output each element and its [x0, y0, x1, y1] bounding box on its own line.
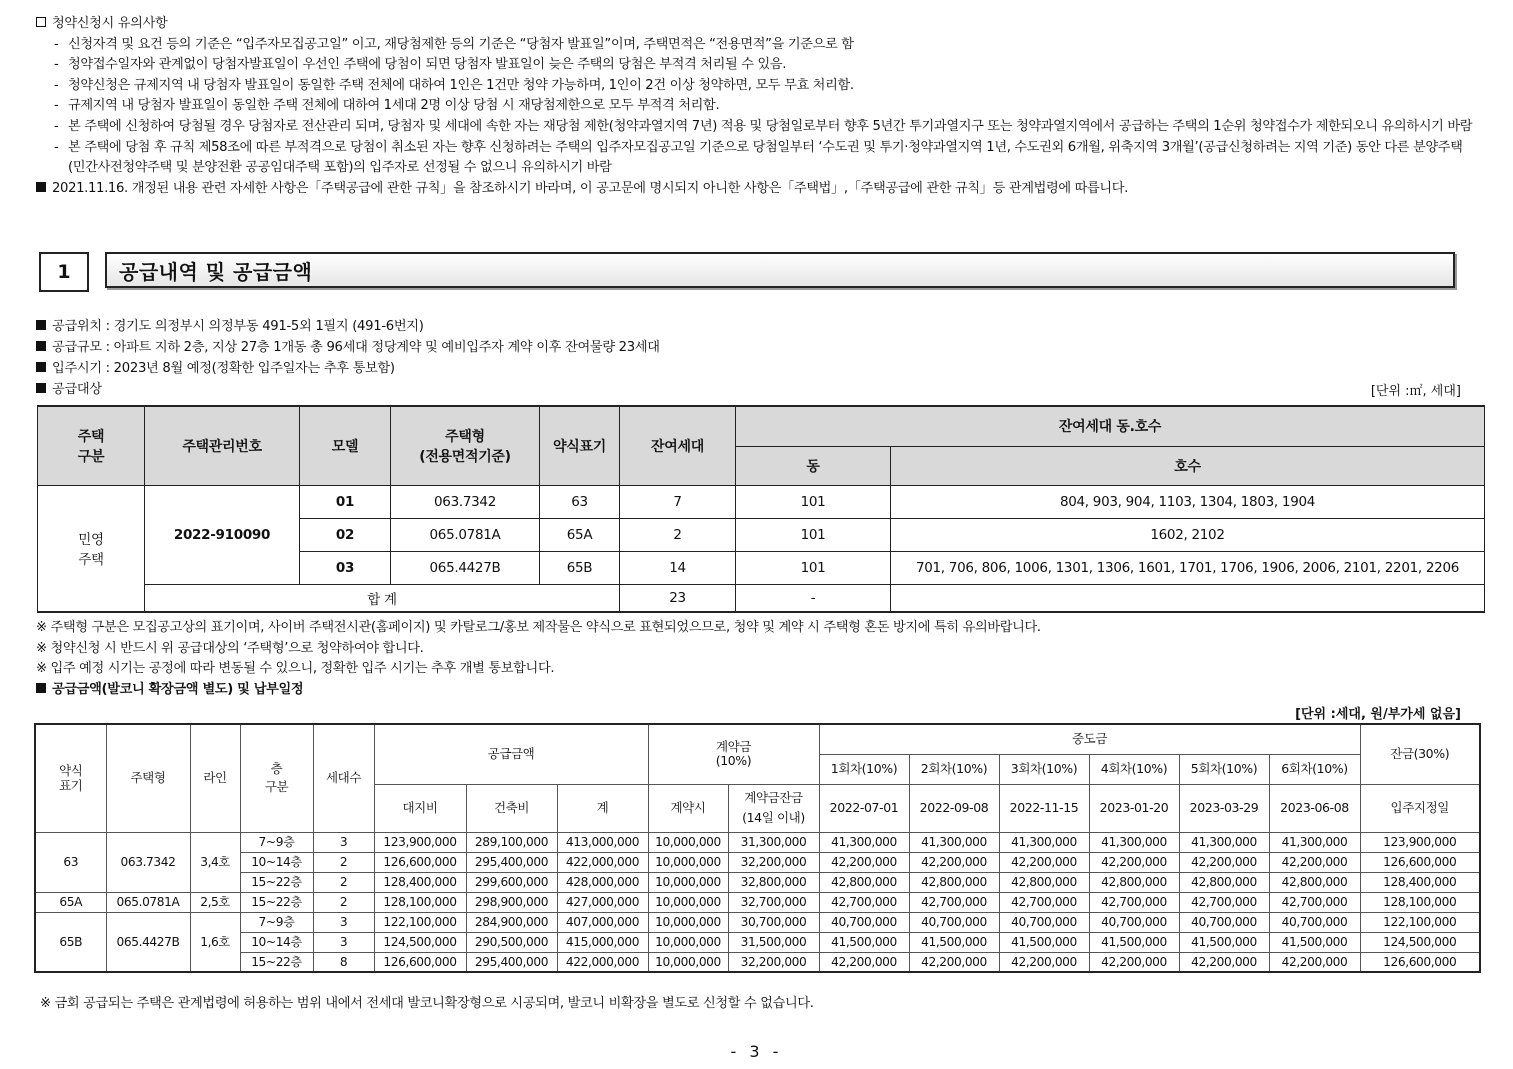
col-remaining: 잔여세대	[620, 406, 736, 485]
cell-middle-payment: 42,200,000	[999, 852, 1089, 872]
cell-middle-payment: 42,700,000	[819, 892, 909, 912]
notice-item: - 청약신청은 규제지역 내 당첨자 발표일이 동일한 주택 전체에 대하여 1인은 1건만 청약 가능하며, 1인이 2건 이상 청약하면, 모두 무효 처리함.	[54, 76, 1476, 97]
cell-sum: 428,000,000	[557, 872, 648, 892]
cell-middle-payment: 42,800,000	[1089, 872, 1179, 892]
col-middle-round: 4회차(10%)	[1089, 754, 1179, 784]
cell-units: 3	[313, 912, 374, 932]
cell-middle-payment: 42,200,000	[1269, 952, 1360, 972]
cell-building: 298,900,000	[466, 892, 557, 912]
section-header	[39, 252, 1459, 292]
col-ho: 호수	[891, 446, 1485, 485]
cell-deposit: 10,000,000	[648, 832, 728, 852]
cell-land: 126,600,000	[374, 852, 466, 872]
cell-line: 3,4호	[190, 832, 240, 892]
col-supply: 공급금액	[374, 724, 648, 784]
notice-item-text: 본 주택에 신청하여 당첨될 경우 당첨자로 전산관리 되며, 당첨자 및 세대에 속한 자는 재당첨 제한(청약과열지역 7년) 적용 및 당첨일로부터 향후 5년간 투기과열지구 또는 청약과열지역에서 공급하는 주택의 1순위 청약접수가 제한되오니 유의하시기 바람	[68, 118, 1473, 134]
cell-middle-payment: 42,700,000	[1179, 892, 1269, 912]
cell-deposit: 10,000,000	[648, 872, 728, 892]
notice-heading	[36, 14, 1476, 35]
col-units: 세대수	[313, 724, 374, 832]
col-middle-date: 2022-09-08	[909, 784, 999, 832]
info-target	[36, 379, 1466, 400]
cell-sum: 427,000,000	[557, 892, 648, 912]
cell-middle-payment: 42,200,000	[1089, 952, 1179, 972]
total-dong: -	[736, 584, 891, 612]
supply-info	[36, 316, 1466, 400]
notice-item: - 청약접수일자와 관계없이 당첨자발표일이 우선인 주택에 당첨이 되면 당첨자 발표일이 늦은 주택의 당첨은 부적격 처리될 수 있음.	[54, 55, 1476, 76]
cell-sum: 422,000,000	[557, 952, 648, 972]
col-middle-round: 2회차(10%)	[909, 754, 999, 784]
table-row	[38, 485, 1485, 518]
cell-ho: 1602, 2102	[891, 518, 1485, 551]
col-middle: 중도금	[819, 724, 1360, 754]
col-middle-round: 5회차(10%)	[1179, 754, 1269, 784]
cell-count: 14	[620, 551, 736, 584]
cell-units: 8	[313, 952, 374, 972]
cell-middle-payment: 42,200,000	[1269, 852, 1360, 872]
cell-middle-payment: 42,200,000	[909, 952, 999, 972]
cell-count: 7	[620, 485, 736, 518]
cell-middle-payment: 42,200,000	[819, 852, 909, 872]
cell-deposit: 10,000,000	[648, 912, 728, 932]
info-move-in-text: 입주시기 : 2023년 8월 예정(정확한 입주일자는 추후 통보함)	[52, 361, 395, 376]
cell-deposit: 10,000,000	[648, 852, 728, 872]
cell-middle-payment: 42,800,000	[1179, 872, 1269, 892]
col-line: 라인	[190, 724, 240, 832]
cell-middle-payment: 41,500,000	[999, 932, 1089, 952]
cell-ho: 701, 706, 806, 1006, 1301, 1306, 1601, 1701, 1706, 1906, 2006, 2101, 2201, 2206	[891, 551, 1485, 584]
cell-floor: 7~9층	[240, 832, 313, 852]
table-row	[35, 952, 1480, 972]
bullet-square-icon	[36, 683, 46, 693]
table-row	[35, 892, 1480, 912]
housing-category: 민영 주택	[38, 485, 145, 612]
section-number: 1	[39, 252, 89, 292]
cell-balance: 128,400,000	[1360, 872, 1480, 892]
price-unit-label: [단위 :세대, 원/부가세 없음]	[1295, 707, 1461, 722]
cell-middle-payment: 42,200,000	[999, 952, 1089, 972]
cell-sum: 407,000,000	[557, 912, 648, 932]
total-ho	[891, 584, 1485, 612]
cell-middle-payment: 40,700,000	[1089, 912, 1179, 932]
cell-building: 299,600,000	[466, 872, 557, 892]
cell-floor: 10~14층	[240, 852, 313, 872]
supply-unit-label: [단위 :㎡, 세대]	[1370, 384, 1461, 399]
cell-dong: 101	[736, 518, 891, 551]
cell-units: 2	[313, 872, 374, 892]
section-title: 공급내역 및 공급금액	[105, 252, 1455, 288]
cell-abbr: 65B	[540, 551, 620, 584]
info-scale-text: 공급규모 : 아파트 지하 2층, 지상 27층 1개동 총 96세대 정당계약 및 예비입주자 계약 이후 잔여물량 23세대	[52, 340, 660, 355]
cell-abbr: 63	[35, 832, 106, 892]
cell-type: 065.4427B	[106, 912, 190, 972]
cell-dong: 101	[736, 485, 891, 518]
col-abbr: 약식표기	[540, 406, 620, 485]
notice-item: - 규제지역 내 당첨자 발표일이 동일한 주택 전체에 대하여 1세대 2명 이상 당첨 시 재당첨제한으로 모두 부적격 처리함.	[54, 96, 1476, 117]
price-section-heading	[36, 680, 1041, 701]
cell-balance: 126,600,000	[1360, 852, 1480, 872]
cell-deposit: 10,000,000	[648, 932, 728, 952]
cell-deposit-rest: 32,200,000	[728, 852, 819, 872]
notice-item: - 본 주택에 신청하여 당첨될 경우 당첨자로 전산관리 되며, 당첨자 및 세대에 속한 자는 재당첨 제한(청약과열지역 7년) 적용 및 당첨일로부터 향후 5년간 투기과열지구 또는 청약과열지역에서 공급하는 주택의 1순위 청약접수가 제한되오니 유의하시기 바람	[54, 117, 1476, 138]
cell-sum: 422,000,000	[557, 852, 648, 872]
notice-item: - 본 주택에 당첨 후 규칙 제58조에 따른 부적격으로 당첨이 취소된 자는 향후 신청하려는 주택의 입주자모집공고일 기준으로 당첨일부터 ‘수도권 및 투기·청약과열지역 1년, 수도권외 6개월, 위축지역 3개월’(공급신청하려는 지역 기준) 동안 다른 분양주택(민간사전청약주택 및 분양전환 공공임대주택 포함)의 입주자로 선정될 수 없으니 유의하시기 바람	[54, 138, 1476, 179]
cell-middle-payment: 42,200,000	[1179, 852, 1269, 872]
col-balance-date: 입주지정일	[1360, 784, 1480, 832]
cell-type: 063.7342	[391, 485, 540, 518]
notice-regulation-line	[36, 179, 1476, 200]
cell-building: 289,100,000	[466, 832, 557, 852]
supply-table	[37, 405, 1485, 613]
cell-abbr: 63	[540, 485, 620, 518]
cell-middle-payment: 41,500,000	[909, 932, 999, 952]
col-middle-round: 1회차(10%)	[819, 754, 909, 784]
col-floor: 층 구분	[240, 724, 313, 832]
cell-ho: 804, 903, 904, 1103, 1304, 1803, 1904	[891, 485, 1485, 518]
cell-middle-payment: 41,500,000	[1179, 932, 1269, 952]
cell-dong: 101	[736, 551, 891, 584]
note-line: ※ 입주 예정 시기는 공정에 따라 변동될 수 있으니, 정확한 입주 시기는 추후 개별 통보합니다.	[36, 661, 555, 677]
cell-building: 295,400,000	[466, 952, 557, 972]
cell-land: 124,500,000	[374, 932, 466, 952]
cell-middle-payment: 40,700,000	[909, 912, 999, 932]
cell-middle-payment: 42,200,000	[1089, 852, 1179, 872]
info-target-text: 공급대상	[52, 382, 102, 397]
col-building: 건축비	[466, 784, 557, 832]
cell-middle-payment: 41,300,000	[999, 832, 1089, 852]
cell-model: 02	[300, 518, 391, 551]
info-location	[36, 316, 1466, 337]
cell-balance: 124,500,000	[1360, 932, 1480, 952]
notice-item-text: 신청자격 및 요건 등의 기준은 “입주자모집공고일” 이고, 재당첨제한 등의 기준은 “당첨자 발표일”이며, 주택면적은 “전용면적”을 기준으로 함	[68, 36, 854, 52]
info-scale	[36, 337, 1466, 358]
cell-land: 122,100,000	[374, 912, 466, 932]
note-line: ※ 청약신청 시 반드시 위 공급대상의 ‘주택형’으로 청약하여야 합니다.	[36, 640, 424, 656]
cell-middle-payment: 42,800,000	[819, 872, 909, 892]
col-remaining-units: 잔여세대 동.호수	[736, 406, 1485, 446]
col-dong: 동	[736, 446, 891, 485]
table-row	[35, 912, 1480, 932]
cell-middle-payment: 42,700,000	[999, 892, 1089, 912]
cell-abbr: 65A	[540, 518, 620, 551]
cell-deposit-rest: 32,200,000	[728, 952, 819, 972]
notice-regulation-text: 2021.11.16. 개정된 내용 관련 자세한 사항은「주택공급에 관한 규칙」을 참조하시기 바라며, 이 공고문에 명시되지 아니한 사항은「주택법」,「주택공급에 관한 규칙」등 관계법령에 따릅니다.	[52, 180, 1129, 196]
cell-floor: 15~22층	[240, 872, 313, 892]
cell-model: 01	[300, 485, 391, 518]
cell-middle-payment: 42,200,000	[909, 852, 999, 872]
cell-building: 290,500,000	[466, 932, 557, 952]
cell-model: 03	[300, 551, 391, 584]
mgmt-number: 2022-910090	[145, 485, 300, 584]
cell-middle-payment: 41,500,000	[1089, 932, 1179, 952]
cell-middle-payment: 41,300,000	[1179, 832, 1269, 852]
table-row	[35, 932, 1480, 952]
cell-land: 128,100,000	[374, 892, 466, 912]
cell-abbr: 65A	[35, 892, 106, 912]
price-table	[34, 723, 1481, 973]
col-middle-round: 6회차(10%)	[1269, 754, 1360, 784]
notice-title: 청약신청시 유의사항	[52, 16, 168, 31]
col-model: 모델	[300, 406, 391, 485]
notice-item: - 신청자격 및 요건 등의 기준은 “입주자모집공고일” 이고, 재당첨제한 등의 기준은 “당첨자 발표일”이며, 주택면적은 “전용면적”을 기준으로 함	[54, 35, 1476, 56]
col-type: 주택형	[106, 724, 190, 832]
col-middle-round: 3회차(10%)	[999, 754, 1089, 784]
price-section-title: 공급금액(발코니 확장금액 별도) 및 납부일정	[52, 681, 304, 697]
cell-deposit-rest: 31,300,000	[728, 832, 819, 852]
cell-middle-payment: 42,200,000	[1179, 952, 1269, 972]
col-middle-date: 2023-01-20	[1089, 784, 1179, 832]
page-number: - 3 -	[730, 1042, 783, 1061]
notice-item-text: 청약신청은 규제지역 내 당첨자 발표일이 동일한 주택 전체에 대하여 1인은 1건만 청약 가능하며, 1인이 2건 이상 청약하면, 모두 무효 처리함.	[68, 77, 854, 93]
cell-floor: 7~9층	[240, 912, 313, 932]
col-middle-date: 2022-07-01	[819, 784, 909, 832]
supply-notes	[36, 618, 1041, 700]
col-deposit-at: 계약시	[648, 784, 728, 832]
cell-middle-payment: 42,800,000	[909, 872, 999, 892]
cell-balance: 128,100,000	[1360, 892, 1480, 912]
total-label: 합 계	[145, 584, 620, 612]
total-count: 23	[620, 584, 736, 612]
bullet-square-icon	[36, 182, 46, 192]
cell-middle-payment: 42,800,000	[1269, 872, 1360, 892]
notice-item-text: 청약접수일자와 관계없이 당첨자발표일이 우선인 주택에 당첨이 되면 당첨자 발표일이 늦은 주택의 당첨은 부적격 처리될 수 있음.	[68, 57, 787, 73]
cell-type: 065.0781A	[106, 892, 190, 912]
table-row	[35, 832, 1480, 852]
cell-building: 295,400,000	[466, 852, 557, 872]
cell-type: 063.7342	[106, 832, 190, 892]
cell-line: 1,6호	[190, 912, 240, 972]
cell-middle-payment: 42,200,000	[819, 952, 909, 972]
application-notice	[36, 14, 1476, 199]
cell-middle-payment: 40,700,000	[1179, 912, 1269, 932]
cell-balance: 123,900,000	[1360, 832, 1480, 852]
cell-abbr: 65B	[35, 912, 106, 972]
cell-count: 2	[620, 518, 736, 551]
col-mgmt-no: 주택관리번호	[145, 406, 300, 485]
table-row	[35, 872, 1480, 892]
cell-sum: 413,000,000	[557, 832, 648, 852]
cell-deposit-rest: 31,500,000	[728, 932, 819, 952]
cell-floor: 15~22층	[240, 892, 313, 912]
cell-deposit: 10,000,000	[648, 952, 728, 972]
cell-units: 2	[313, 852, 374, 872]
cell-middle-payment: 41,500,000	[819, 932, 909, 952]
cell-balance: 122,100,000	[1360, 912, 1480, 932]
col-balance: 잔금(30%)	[1360, 724, 1480, 784]
cell-balance: 126,600,000	[1360, 952, 1480, 972]
notice-item-text: 본 주택에 당첨 후 규칙 제58조에 따른 부적격으로 당첨이 취소된 자는 향후 신청하려는 주택의 입주자모집공고일 기준으로 당첨일부터 ‘수도권 및 투기·청약과열지역 1년, 수도권외 6개월, 위축지역 3개월’(공급신청하려는 지역 기준) 동안 다른 분양주택(민간사전청약주택 및 분양전환 공공임대주택 포함)의 입주자로 선정될 수 없으니 유의하시기 바람	[68, 139, 1463, 176]
cell-middle-payment: 41,300,000	[909, 832, 999, 852]
col-housing-type: 주택 구분	[38, 406, 145, 485]
cell-type: 065.4427B	[391, 551, 540, 584]
cell-deposit-rest: 32,800,000	[728, 872, 819, 892]
footer-note: ※ 금회 공급되는 주택은 관계법령에 허용하는 범위 내에서 전세대 발코니확장형으로 시공되며, 발코니 비확장을 별도로 신청할 수 없습니다.	[40, 996, 814, 1011]
cell-deposit-rest: 30,700,000	[728, 912, 819, 932]
cell-middle-payment: 40,700,000	[999, 912, 1089, 932]
col-abbr: 약식 표기	[35, 724, 106, 832]
cell-units: 3	[313, 832, 374, 852]
cell-middle-payment: 40,700,000	[819, 912, 909, 932]
col-deposit: 계약금 (10%)	[648, 724, 819, 784]
cell-middle-payment: 41,300,000	[1089, 832, 1179, 852]
cell-middle-payment: 42,700,000	[1269, 892, 1360, 912]
cell-middle-payment: 42,700,000	[909, 892, 999, 912]
cell-type: 065.0781A	[391, 518, 540, 551]
cell-middle-payment: 41,500,000	[1269, 932, 1360, 952]
notice-item-text: 규제지역 내 당첨자 발표일이 동일한 주택 전체에 대하여 1세대 2명 이상 당첨 시 재당첨제한으로 모두 부적격 처리함.	[68, 98, 720, 114]
cell-middle-payment: 41,300,000	[1269, 832, 1360, 852]
col-land: 대지비	[374, 784, 466, 832]
cell-line: 2,5호	[190, 892, 240, 912]
notice-list	[36, 35, 1476, 179]
cell-building: 284,900,000	[466, 912, 557, 932]
bullet-square-icon	[36, 341, 46, 351]
cell-land: 123,900,000	[374, 832, 466, 852]
bullet-square-icon	[36, 362, 46, 372]
col-middle-date: 2022-11-15	[999, 784, 1089, 832]
total-row	[38, 584, 1485, 612]
cell-units: 3	[313, 932, 374, 952]
cell-deposit-rest: 32,700,000	[728, 892, 819, 912]
cell-deposit: 10,000,000	[648, 892, 728, 912]
bullet-square-icon	[36, 320, 46, 330]
col-middle-date: 2023-03-29	[1179, 784, 1269, 832]
info-move-in	[36, 358, 1466, 379]
cell-floor: 15~22층	[240, 952, 313, 972]
col-sum: 계	[557, 784, 648, 832]
cell-middle-payment: 40,700,000	[1269, 912, 1360, 932]
cell-middle-payment: 41,300,000	[819, 832, 909, 852]
cell-units: 2	[313, 892, 374, 912]
col-house-type: 주택형 (전용면적기준)	[391, 406, 540, 485]
cell-middle-payment: 42,700,000	[1089, 892, 1179, 912]
info-location-text: 공급위치 : 경기도 의정부시 의정부동 491-5외 1필지 (491-6번지)	[52, 319, 424, 334]
table-row	[35, 852, 1480, 872]
cell-land: 126,600,000	[374, 952, 466, 972]
bullet-square-icon	[36, 17, 46, 27]
cell-sum: 415,000,000	[557, 932, 648, 952]
bullet-square-icon	[36, 383, 46, 393]
cell-floor: 10~14층	[240, 932, 313, 952]
col-deposit-rest: 계약금잔금 (14일 이내)	[728, 784, 819, 832]
cell-middle-payment: 42,800,000	[999, 872, 1089, 892]
cell-land: 128,400,000	[374, 872, 466, 892]
col-middle-date: 2023-06-08	[1269, 784, 1360, 832]
note-line: ※ 주택형 구분은 모집공고상의 표기이며, 사이버 주택전시관(홈페이지) 및 카탈로그/홍보 제작물은 약식으로 표현되었으므로, 청약 및 계약 시 주택형 혼돈 방지에 특히 유의바랍니다.	[36, 620, 1041, 635]
